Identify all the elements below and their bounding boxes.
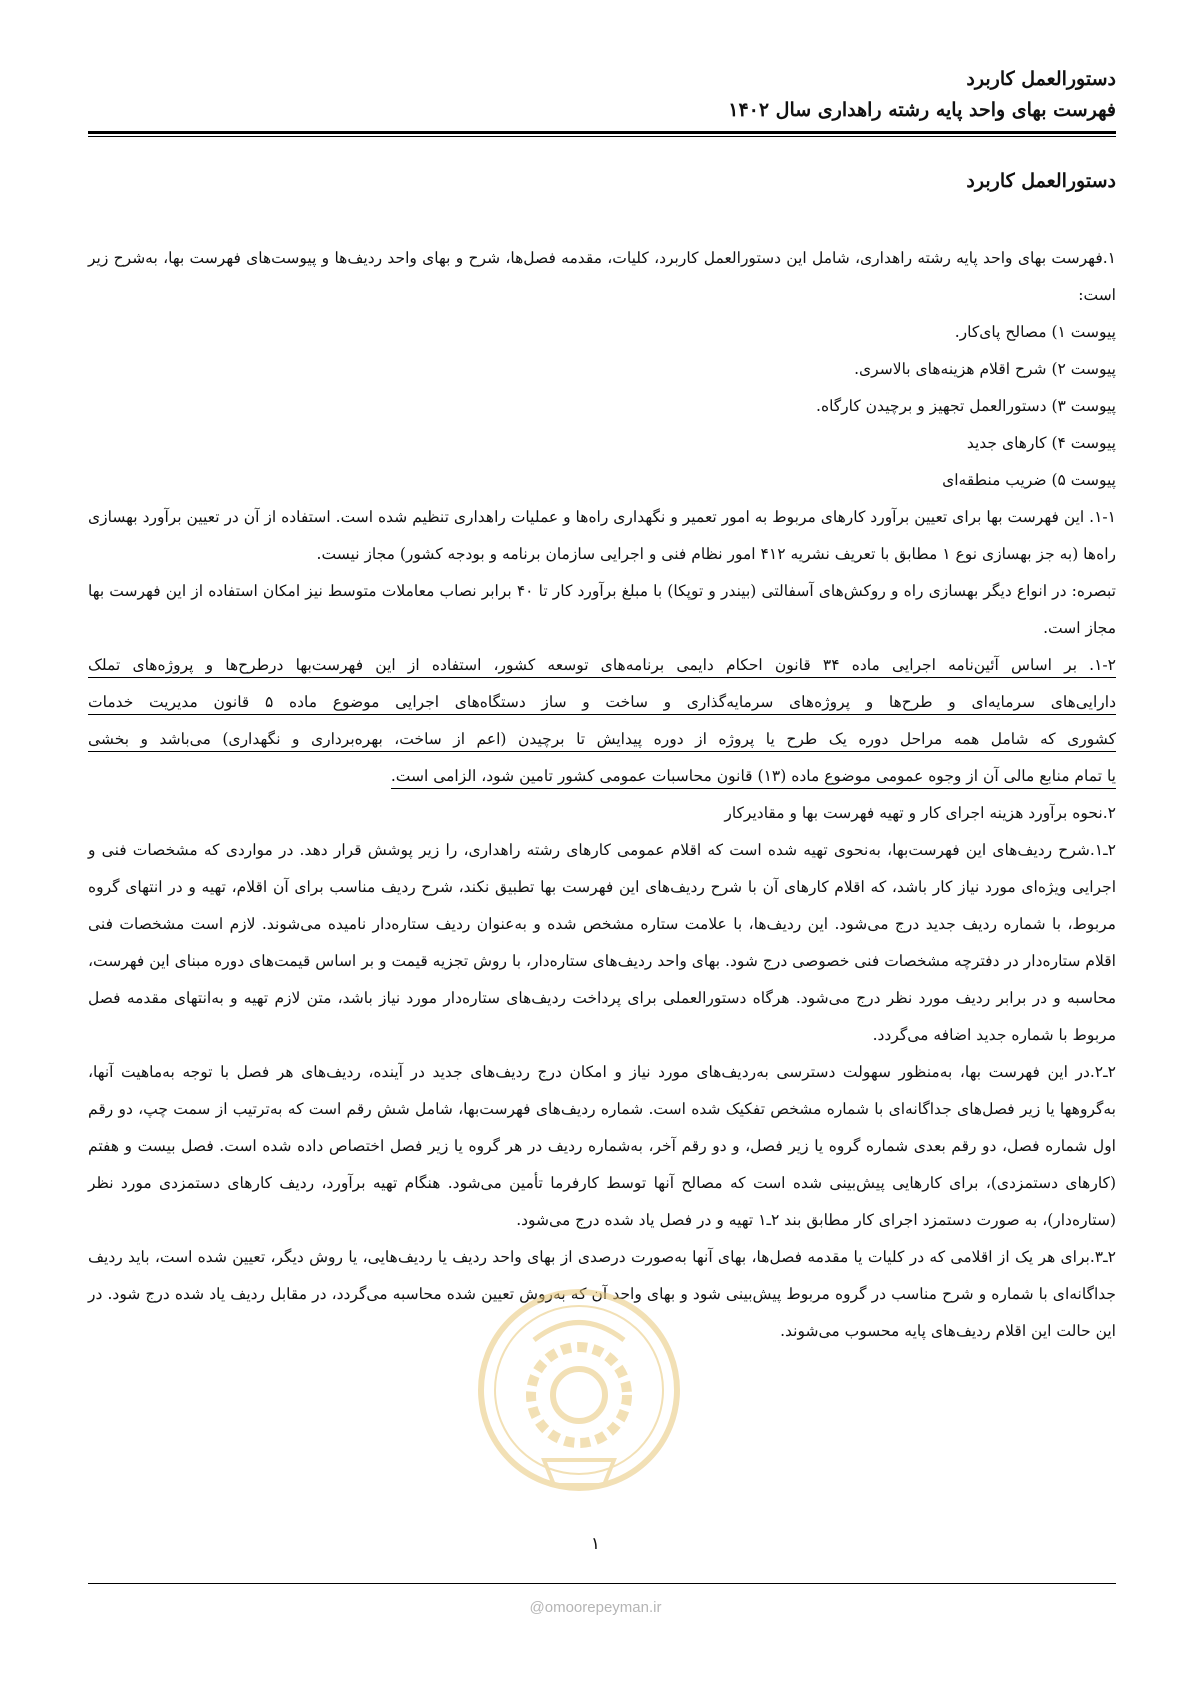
page-number: ۱	[590, 1534, 601, 1554]
footer-rule	[88, 1583, 1116, 1584]
header-rule-thin	[88, 136, 1116, 137]
paragraph-2-3: ۲ـ۳.برای هر یک از اقلامی که در کلیات یا مقدمه فصل‌ها، بهای آنها به‌صورت درصدی از بهای واحد ردیف یا ردیف‌هایی، یا روش دیگر، تعیین شده است، باید ردیف جداگانه‌ای با شماره و شرح مناسب در گروه مربوط پیش‌بینی شود و بهای واحد آن که به‌روش تعیین شده محاسبه می‌گردد، در مقابل ردیف یاد شده درج شود. در این حالت این اقلام ردیف‌های پایه محسوب می‌شوند.	[88, 1248, 1116, 1340]
paragraph-1-2-underlined	[88, 647, 1116, 795]
paragraph-2-2: ۲ـ۲.در این فهرست بها، به‌منظور سهولت دسترسی به‌ردیف‌های مورد نیاز و امکان درج ردیف‌های جدید در آینده، ردیف‌های هر فصل با توجه به‌ماهیت آنها، به‌گروهها یا زیر فصل‌های جداگانه‌ای با شماره مشخص تفکیک شده است. شماره ردیف‌های فهرست‌بها، شامل شش رقم است که به‌ترتیب از سمت چپ، دو رقم اول شماره فصل، دو رقم بعدی شماره گروه یا زیر فصل، و دو رقم آخر، به‌شماره ردیف در هر گروه یا زیر فصل اختصاص داده شده است. فصل بیست و هفتم (کارهای دستمزدی)، برای کارهایی پیش‌بینی شده است که مصالح آنها توسط کارفرما تأمین می‌شود. هنگام تهیه برآورد، ردیف کارهای دستمزدی مورد نظر (ستاره‌دار)، به صورت دستمزد اجرای کار مطابق بند ۲ـ۱ تهیه و در فصل یاد شده درج می‌شود.	[88, 1063, 1116, 1229]
section-heading: دستورالعمل کاربرد	[966, 170, 1116, 192]
annex-item-5: پیوست ۵) ضریب منطقه‌ای	[942, 471, 1116, 489]
paragraph-1-2-line-4: یا تمام منابع مالی آن از وجوه عمومی موضوع ماده (۱۳) قانون محاسبات عمومی کشور تامین شود، الزامی است.	[391, 767, 1116, 789]
page-header	[728, 64, 1116, 126]
paragraph-1-2-line-2: دارایی‌های سرمایه‌ای و طرح‌ها و پروژه‌های سرمایه‌گذاری و ساخت و ساز دستگاه‌های اجرایی موضوع ماده ۵ قانون مدیریت خدمات	[88, 693, 1116, 715]
header-title: دستورالعمل کاربرد	[966, 68, 1116, 90]
paragraph-1-2-line-3: کشوری که شامل همه مراحل دوره یک طرح یا پروژه از دوره پیدایش تا برچیدن (اعم از ساخت، بهره‌برداری و نگهداری) می‌باشد و بخشی	[88, 730, 1116, 752]
annex-item-3: پیوست ۳) دستورالعمل تجهیز و برچیدن کارگاه.	[816, 397, 1116, 415]
annex-item-2: پیوست ۲) شرح اقلام هزینه‌های بالاسری.	[854, 360, 1116, 378]
header-subtitle: فهرست بهای واحد پایه رشته راهداری سال ۱۴۰۲	[728, 99, 1116, 121]
paragraph-1-2-line-1: ۱-۲. بر اساس آئین‌نامه اجرایی ماده ۳۴ قانون احکام دایمی برنامه‌های توسعه کشور، استفاده از این فهرست‌بها درطرح‌ها و پروژه‌های تملک	[88, 656, 1116, 678]
paragraph-2-1: ۲ـ۱.شرح ردیف‌های این فهرست‌بها، به‌نحوی تهیه شده است که اقلام عمومی کارهای رشته راهداری، را زیر پوشش قرار دهد. در مواردی که مشخصات فنی و اجرایی ویژه‌ای مورد نیاز کار باشد، که اقلام کارهای آن با شرح ردیف‌های این فهرست بها تطبیق نکند، شرح ردیف مناسب برای آن اقلام، تهیه و در انتهای گروه مربوط، با شماره ردیف جدید درج می‌شود. این ردیف‌ها، با علامت ستاره مشخص شده و به‌عنوان ردیف ستاره‌دار نامیده می‌شوند. لازم است مشخصات فنی اقلام ستاره‌دار در دفترچه مشخصات فنی خصوصی درج شود. بهای واحد ردیف‌های ستاره‌دار، با روش تجزیه قیمت و بر اساس قیمت‌های دوره مبنای این فهرست، محاسبه و در برابر ردیف مورد نظر درج می‌شود. هرگاه دستورالعملی برای پرداخت ردیف‌های ستاره‌دار مورد نیاز باشد، متن لازم تهیه و به‌انتهای مقدمه فصل مربوط با شماره جدید اضافه می‌گردد.	[88, 841, 1116, 1044]
paragraph-2: ۲.نحوه برآورد هزینه اجرای کار و تهیه فهرست بها و مقادیرکار	[724, 804, 1116, 822]
header-rule-thick	[88, 131, 1116, 134]
note-paragraph: تبصره: در انواع دیگر بهسازی راه و روکش‌های آسفالتی (بیندر و توپکا) با مبلغ برآورد کار تا ۴۰ برابر نصاب معاملات متوسط نیز امکان استفاده از این فهرست بها مجاز است.	[88, 582, 1116, 637]
paragraph-1-1: ۱-۱. این فهرست بها برای تعیین برآورد کارهای مربوط به امور تعمیر و نگهداری راه‌ها و عملیات راهداری تنظیم شده است. استفاده از آن در تعیین برآورد بهسازی راه‌ها (به جز بهسازی نوع ۱ مطابق با تعریف نشریه ۴۱۲ امور نظام فنی و اجرایی سازمان برنامه و بودجه کشور) مجاز نیست.	[88, 508, 1116, 563]
annex-item-4: پیوست ۴) کارهای جدید	[966, 434, 1116, 452]
document-body	[88, 240, 1116, 1350]
watermark-text: @omoorepeyman.ir	[529, 1599, 662, 1616]
annex-item-1: پیوست ۱) مصالح پای‌کار.	[954, 323, 1116, 341]
paragraph-1: ۱.فهرست بهای واحد پایه رشته راهداری، شامل این دستورالعمل کاربرد، کلیات، مقدمه فصل‌ها، شرح و بهای واحد ردیف‌ها و پیوست‌های فهرست بها، به‌شرح زیر است:	[88, 249, 1116, 304]
